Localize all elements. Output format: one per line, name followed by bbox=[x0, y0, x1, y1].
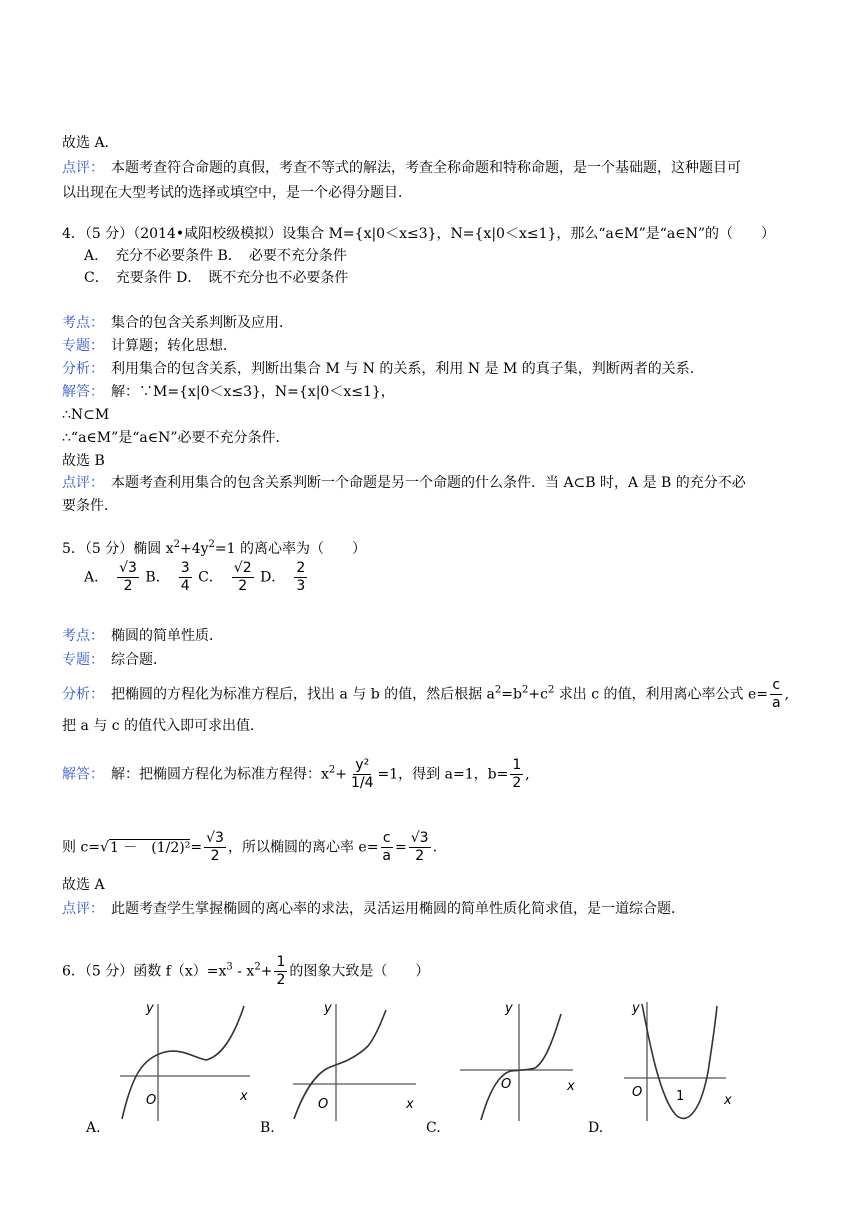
formula-fraction: $\frac{c}{a}$ bbox=[771, 677, 781, 711]
comment-label: 点评： bbox=[62, 475, 97, 491]
q4-zhuanti bbox=[62, 336, 237, 356]
q5-kaodian bbox=[62, 626, 223, 646]
q5-comment-text: 此题考查学生掌握椭圆的离心率的求法，灵活运用椭圆的简单性质化简求值，是一道综合题． bbox=[111, 901, 685, 917]
q5-fenxi: 分析： 把椭圆的方程化为标准方程后，找出 a 与 b 的值，然后根据 $a^2=b^2+c^2$ 求出 c 的值，利用离心率公式 e= $\frac{c}{a}$ , bbox=[62, 677, 790, 711]
option-c-fraction: $\frac{√2}{2}$ bbox=[233, 560, 252, 594]
graph-a-label: A. bbox=[86, 1120, 101, 1136]
q5-options bbox=[84, 560, 309, 595]
q5-zhuanti bbox=[62, 650, 167, 670]
option-b-label: B． bbox=[145, 569, 163, 586]
graph-d-label: D. bbox=[588, 1120, 604, 1136]
svg-text:x: x bbox=[406, 1097, 414, 1112]
half-fraction: $\frac{1}{2}$ bbox=[276, 954, 286, 988]
svg-text:x: x bbox=[240, 1089, 248, 1104]
svg-text:y: y bbox=[146, 1001, 154, 1016]
graph-c bbox=[455, 996, 595, 1126]
q4-comment-text: 本题考查利用集合的包含关系判断一个命题是另一个命题的什么条件．当 A⊂B 时，A 是 B 的充分不必 bbox=[111, 475, 746, 491]
c-value-fraction: $\frac{√3}{2}$ bbox=[206, 830, 224, 864]
q4-options-2: C． 充要条件 D． 既不充分也不必要条件 bbox=[84, 270, 349, 286]
svg-text:x: x bbox=[567, 1079, 575, 1094]
q5-fenxi-cont: 把 a 与 c 的值代入即可求出值． bbox=[62, 718, 264, 734]
q3-comment-cont: 以出现在大型考试的选择或填空中，是一个必得分题目． bbox=[62, 185, 412, 201]
svg-text:x: x bbox=[724, 1093, 732, 1108]
option-d-fraction: $\frac{2}{3}$ bbox=[296, 560, 306, 594]
graph-d bbox=[620, 996, 740, 1126]
jieda-label: 解答： bbox=[62, 766, 97, 783]
graph-b bbox=[288, 996, 428, 1126]
kaodian-label: 考点： bbox=[62, 315, 97, 331]
svg-text:y: y bbox=[505, 1001, 513, 1016]
q4-step1: ∴N⊂M bbox=[62, 407, 110, 423]
q4-options-1: A． 充分不必要条件 B． 必要不充分条件 bbox=[84, 248, 347, 264]
zhuanti-label: 专题： bbox=[62, 338, 97, 354]
option-a-fraction: $\frac{√3}{2}$ bbox=[119, 560, 137, 594]
svg-text:1: 1 bbox=[676, 1089, 685, 1104]
comment-label: 点评： bbox=[62, 160, 97, 176]
graph-b-label: B. bbox=[260, 1120, 275, 1136]
option-a-label: A． bbox=[84, 569, 102, 586]
option-b-fraction: $\frac{3}{4}$ bbox=[180, 560, 190, 594]
option-c-label: C． bbox=[198, 569, 216, 586]
q5-comment bbox=[62, 899, 685, 919]
svg-text:O: O bbox=[146, 1093, 157, 1108]
q4-answer: 故选 B bbox=[62, 453, 105, 469]
jieda-label: 解答： bbox=[62, 384, 97, 400]
radical: 1 － (1/2)² bbox=[109, 839, 191, 856]
q3-comment-text: 本题考查符合命题的真假，考查不等式的解法，考查全称命题和特称命题，是一个基础题，这种题目可 bbox=[111, 160, 741, 176]
q6-stem: 6．（5 分）函数 $f(x)=x^3 - x^2+$ $\frac{1}{2}$ 的图象大致是（ ） bbox=[62, 954, 430, 988]
e-ratio-fraction: $\frac{c}{a}$ bbox=[382, 830, 392, 864]
zhuanti-label: 专题： bbox=[62, 652, 97, 668]
svg-text:O: O bbox=[318, 1097, 329, 1112]
fenxi-label: 分析： bbox=[62, 686, 97, 703]
b-value-fraction: $\frac{1}{2}$ bbox=[512, 757, 522, 791]
graph-a bbox=[110, 996, 260, 1126]
kaodian-label: 考点： bbox=[62, 628, 97, 644]
svg-text:y: y bbox=[324, 1001, 332, 1016]
q4-fenxi bbox=[62, 359, 704, 379]
comment-label: 点评： bbox=[62, 901, 97, 917]
q4-step2: ∴“a∈M”是“a∈N”必要不充分条件． bbox=[62, 430, 290, 446]
q5-stem: 5．（5 分）椭圆 $x^2+4y^2=1$ 的离心率为（ ） bbox=[62, 539, 367, 557]
graph-c-label: C. bbox=[426, 1120, 441, 1136]
y-squared-fraction: $\frac{\text{y²}}{1/4}$ bbox=[351, 757, 374, 791]
q5-zhuanti-text: 综合题． bbox=[111, 652, 167, 668]
q4-comment-cont: 要条件． bbox=[62, 498, 118, 514]
q5-jieda: 解答： 解：把椭圆方程化为标准方程得：$x^2+$ $\frac{\text{y²}}{1/4}$ =1，得到 a=1，b= $\frac{1}{2}$ , bbox=[62, 757, 530, 791]
q4-kaodian bbox=[62, 313, 293, 333]
q4-kaodian-text: 集合的包含关系判断及应用． bbox=[111, 315, 293, 331]
q4-comment bbox=[62, 473, 746, 493]
e-value-fraction: $\frac{√3}{2}$ bbox=[410, 830, 429, 864]
q4-stem: 4．（5 分）（2014•咸阳校级模拟）设集合 M={x|0＜x≤3}，N={x|0＜x≤1}，那么“a∈M”是“a∈N”的（ ） bbox=[62, 226, 776, 242]
svg-text:O: O bbox=[632, 1085, 643, 1100]
svg-text:y: y bbox=[632, 1001, 640, 1016]
q4-fenxi-text: 利用集合的包含关系，判断出集合 M 与 N 的关系，利用 N 是 M 的真子集，判断两者的关系． bbox=[111, 361, 704, 377]
q5-kaodian-text: 椭圆的简单性质． bbox=[111, 628, 223, 644]
q3-comment bbox=[62, 158, 741, 178]
svg-text:O: O bbox=[501, 1077, 512, 1092]
q5-result: 则 c=√1 － (1/2)²= $\frac{√3}{2}$ ，所以椭圆的离心率 e= $\frac{c}{a}$ = $\frac{√3}{2}$ . bbox=[62, 830, 438, 864]
q3-answer: 故选 A． bbox=[62, 135, 119, 151]
q4-zhuanti-text: 计算题；转化思想． bbox=[111, 338, 237, 354]
option-d-label: D． bbox=[260, 569, 279, 586]
fenxi-label: 分析： bbox=[62, 361, 97, 377]
q4-jieda bbox=[62, 382, 395, 402]
q4-jieda-text: 解：∵M={x|0＜x≤3}，N={x|0＜x≤1}， bbox=[111, 384, 395, 400]
q5-answer: 故选 A bbox=[62, 877, 105, 893]
